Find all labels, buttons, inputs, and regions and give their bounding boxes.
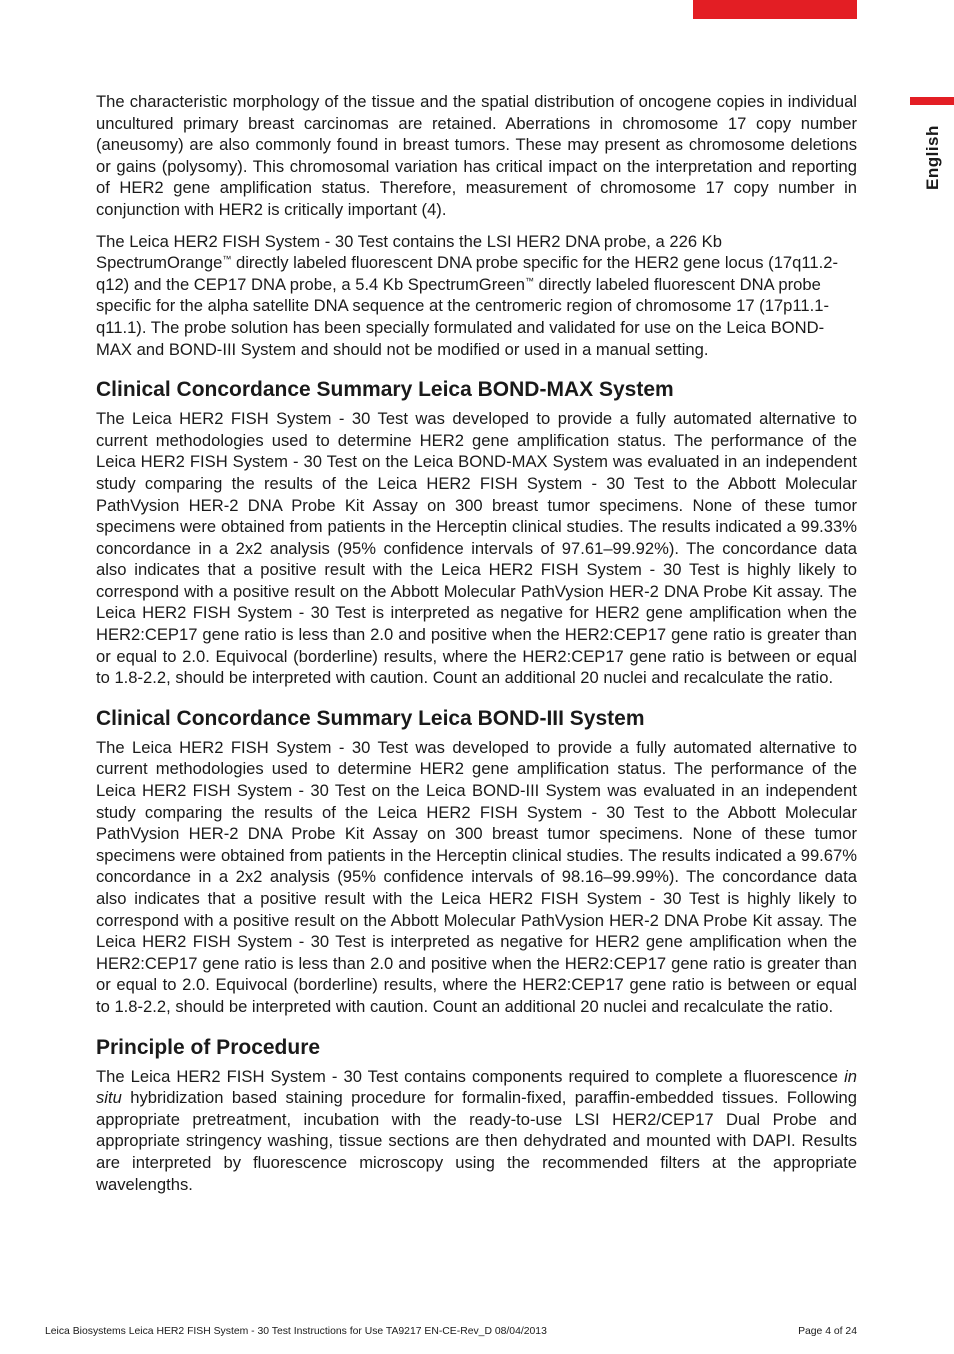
- language-tab-label: English: [923, 125, 942, 191]
- section-body-bond-max: The Leica HER2 FISH System - 30 Test was developed to provide a fully automated alternative to current methodologies used to determine HER2 gene amplification status. The performance of the Leica HER2 FISH System - 30 Test on the Leica BOND-MAX System was evaluated in an independent study comparing the results of the Leica HER2 FISH System - 30 Test to the Abbott Molecular PathVysion HER-2 DNA Probe Kit Assay on 300 breast tumor specimens. None of these tumor specimens were obtained from patients in the Herceptin clinical studies. The results indicated a 99.33% concordance in a 2x2 analysis (95% confidence intervals of 97.61–99.92%). The concordance data also indicates that a positive result with the Leica HER2 FISH System - 30 Test is highly likely to correspond with a positive result on the Abbott Molecular PathVysion HER-2 DNA Probe Kit assay. The Leica HER2 FISH System - 30 Test is interpreted as negative for HER2 gene amplification when the HER2:CEP17 gene ratio is less than 2.0 and positive when the HER2:CEP17 gene ratio is greater than or equal to 2.0. Equivocal (borderline) results, where the HER2:CEP17 gene ratio is between or equal to 1.8-2.2, should be interpreted with caution. Count an additional 20 nuclei and recalculate the ratio.: [96, 409, 857, 688]
- intro-paragraph-1: The characteristic morphology of the tissue and the spatial distribution of oncogene copies in individual uncultured primary breast carcinomas are retained. Aberrations in chromosome 17 copy number (aneusomy) are also commonly found in breast tumors. These may present as chromosome deletions or gains (polysomy). This chromosomal variation has critical impact on the interpretation and reporting of HER2 gene amplification status. Therefore, measurement of chromosome 17 copy number in conjunction with HER2 is critically important (4).: [96, 92, 857, 219]
- section-body-bond-iii: The Leica HER2 FISH System - 30 Test was developed to provide a fully automated alternative to current methodologies used to determine HER2 gene amplification status. The performance of the Leica HER2 FISH System - 30 Test on the Leica BOND-III System was evaluated in an independent study comparing the results of the Leica HER2 FISH System - 30 Test to the Abbott Molecular PathVysion HER-2 DNA Probe Kit Assay on 300 breast tumor specimens. None of these tumor specimens were obtained from patients in the Herceptin clinical studies. The results indicated a 99.67% concordance in a 2x2 analysis (95% confidence intervals of 98.16–99.99%). The concordance data also indicates that a positive result with the Leica HER2 FISH System - 30 Test is highly likely to correspond with a positive result on the Abbott Molecular PathVysion HER-2 DNA Probe Kit assay. The Leica HER2 FISH System - 30 Test is interpreted as negative for HER2 gene amplification when the HER2:CEP17 gene ratio is less than 2.0 and positive when the HER2:CEP17 gene ratio is greater than or equal to 2.0. Equivocal (borderline) results, where the HER2:CEP17 gene ratio is between or equal to 1.8-2.2, should be interpreted with caution. Count an additional 20 nuclei and recalculate the ratio.: [96, 737, 857, 1016]
- footer-document-info: Leica Biosystems Leica HER2 FISH System - 30 Test Instructions for Use TA9217 EN-CE-Rev_D 08/04/2013: [45, 1326, 547, 1337]
- section-heading-bond-max: Clinical Concordance Summary Leica BOND-MAX System: [96, 378, 674, 402]
- header-accent-bar: [693, 0, 857, 19]
- language-tab-accent: [910, 97, 954, 105]
- section-heading-bond-iii: Clinical Concordance Summary Leica BOND-III System: [96, 706, 645, 730]
- intro-paragraph-2: The Leica HER2 FISH System - 30 Test contains the LSI HER2 DNA probe, a 226 Kb SpectrumOrange™ directly labeled fluorescent DNA probe specific for the HER2 gene locus (17q11.2-q12) and the CEP17 DNA probe, a 5.4 Kb SpectrumGreen™ directly labeled fluorescent DNA probe specific for the alpha satellite DNA sequence at the centromeric region of chromosome 17 (17p11.1-q11.1). The probe solution has been specially formulated and validated for use on the Leica BOND-MAX and BOND-III System and should not be modified or used in a manual setting.: [96, 231, 838, 359]
- trademark-symbol: ™: [524, 275, 534, 286]
- document-body: [96, 91, 857, 1205]
- footer-page-number: Page 4 of 24: [798, 1326, 857, 1337]
- section-heading-principle: Principle of Procedure: [96, 1035, 321, 1059]
- trademark-symbol: ™: [222, 254, 232, 265]
- section-body-principle: The Leica HER2 FISH System - 30 Test contains components required to complete a fluorescence in situ hybridization based staining procedure for formalin-fixed, paraffin-embedded tissues. Following appropriate pretreatment, incubation with the ready-to-use LSI HER2/CEP17 Dual Probe and appropriate stringency washing, tissue sections are then dehydrated and mounted with DAPI. Results are interpreted by fluorescence microscopy using the recommended filters at the appropriate wavelengths.: [96, 1066, 857, 1194]
